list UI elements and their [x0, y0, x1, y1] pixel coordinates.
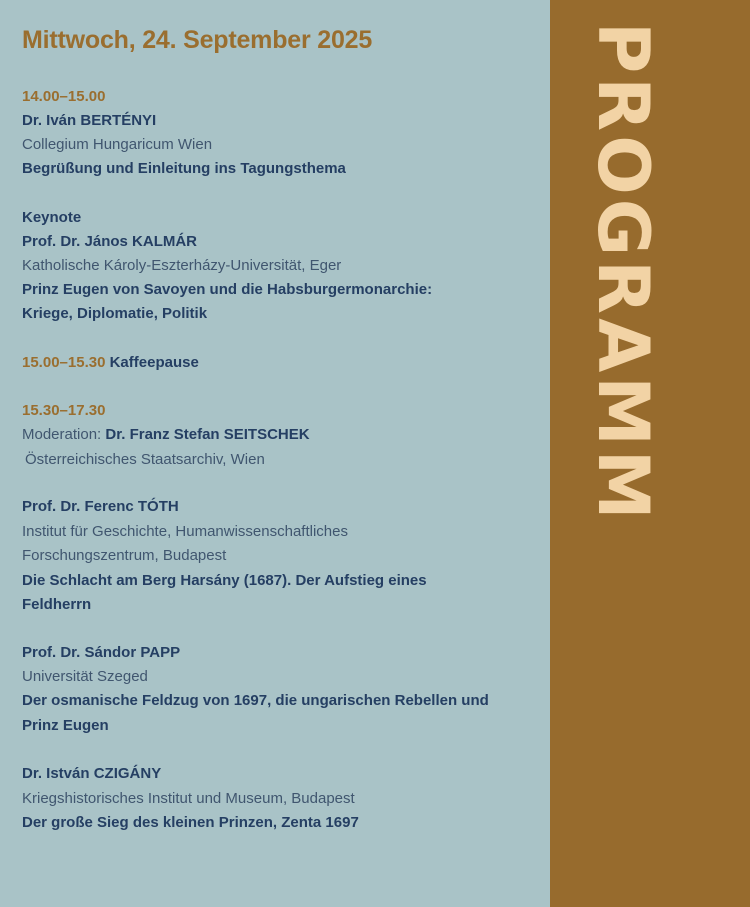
talk1-institution-line1: Institut für Geschichte, Humanwissenschaftliches: [22, 523, 348, 540]
moderation-row: [22, 426, 310, 443]
talk2-institution: Universität Szeged: [22, 668, 148, 685]
program-heading: PROGRAMM: [582, 22, 664, 524]
keynote-title-line2: Kriege, Diplomatie, Politik: [22, 305, 208, 322]
keynote-label: Keynote: [22, 209, 82, 226]
talk1-title-line1: Die Schlacht am Berg Harsány (1687). Der Aufstieg eines: [22, 572, 427, 589]
keynote-speaker: Prof. Dr. János KALMÁR: [22, 233, 198, 250]
talk3-institution: Kriegshistorisches Institut und Museum, Budapest: [22, 790, 355, 807]
pause-row: [22, 354, 199, 371]
talk1-title-line2: Feldherrn: [22, 596, 92, 613]
talk1-speaker: Prof. Dr. Ferenc TÓTH: [22, 498, 179, 515]
pause-time: 15.00–15.30: [22, 354, 106, 371]
talk1-institution-line2: Forschungszentrum, Budapest: [22, 547, 227, 564]
moderator-institution: Österreichisches Staatsarchiv, Wien: [25, 451, 265, 468]
date-heading: Mittwoch, 24. September 2025: [22, 26, 373, 54]
pause-label: Kaffeepause: [109, 354, 199, 371]
block1-speaker: Dr. Iván BERTÉNYI: [22, 112, 157, 129]
keynote-institution: Katholische Károly-Eszterházy-Universität, Eger: [22, 257, 342, 274]
moderator-name: Dr. Franz Stefan SEITSCHEK: [105, 426, 310, 443]
block1-institution: Collegium Hungaricum Wien: [22, 136, 213, 153]
moderation-label: Moderation:: [22, 426, 102, 443]
talk3-speaker: Dr. István CZIGÁNY: [22, 765, 162, 782]
talk2-title-line1: Der osmanische Feldzug von 1697, die ungarischen Rebellen und: [22, 692, 489, 709]
keynote-title-line1: Prinz Eugen von Savoyen und die Habsburgermonarchie:: [22, 281, 433, 298]
block1-title: Begrüßung und Einleitung ins Tagungsthema: [22, 160, 346, 177]
session2-time: 15.30–17.30: [22, 402, 106, 419]
talk2-speaker: Prof. Dr. Sándor PAPP: [22, 644, 181, 661]
block1-time: 14.00–15.00: [22, 88, 106, 105]
talk3-title: Der große Sieg des kleinen Prinzen, Zenta 1697: [22, 814, 359, 831]
talk2-title-line2: Prinz Eugen: [22, 717, 109, 734]
